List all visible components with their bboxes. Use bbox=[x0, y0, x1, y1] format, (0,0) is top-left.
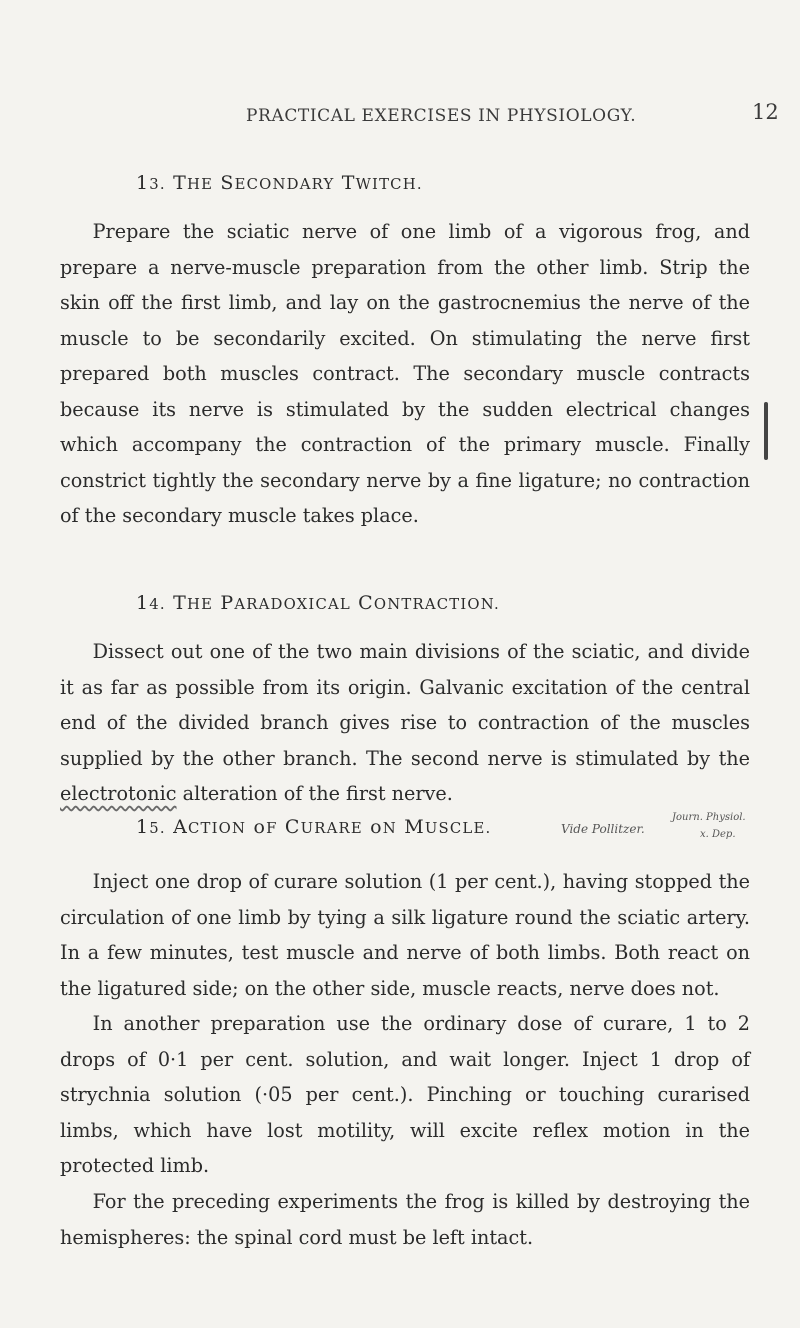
paragraph-text-after: alteration of the first nerve. bbox=[182, 782, 453, 805]
handwritten-annotation-dep: x. Dep. bbox=[700, 829, 736, 840]
paragraph-curare-2: In another preparation use the ordinary dose of curare, 1 to 2 drops of 0·1 per cent. solution, and wait longer. Inject 1 drop of strychnia solution (·05 per cent.). Pinching or touching curarised limbs, which have lost motility, will excite reflex motion in the protected limb. bbox=[60, 1012, 750, 1177]
paragraph-curare-1: Inject one drop of curare solution (1 per cent.), having stopped the circulation of one limb by tying a silk ligature round the sciatic artery. In a few minutes, test muscle and nerve of both limbs. Both react on the ligatured side; on the other side, muscle reacts, nerve does not. bbox=[60, 870, 750, 1000]
paragraph-text-before: Dissect out one of the two main divisions of the sciatic, and divide it as far as possible from its origin. Galvanic excitation of the central end of the divided branch gives rise to contraction of the muscles supplied by the other branch. The second nerve is stimulated by the bbox=[60, 640, 750, 770]
underlined-word: electrotonic bbox=[60, 782, 177, 805]
handwritten-annotation-journal: Journ. Physiol. bbox=[672, 812, 746, 823]
page-number: 12 bbox=[752, 100, 779, 124]
handwritten-annotation: Vide Pollitzer. bbox=[561, 822, 645, 836]
running-title: PRACTICAL EXERCISES IN PHYSIOLOGY. bbox=[246, 106, 637, 126]
margin-mark bbox=[764, 402, 768, 460]
section-heading-14: 14. THE PARADOXICAL CONTRACTION. bbox=[136, 592, 500, 614]
paragraph-paradoxical-contraction bbox=[60, 634, 750, 812]
section-heading-13: 13. THE SECONDARY TWITCH. bbox=[136, 172, 423, 194]
paragraph-curare-3: For the preceding experiments the frog is killed by destroying the hemispheres: the spinal cord must be left intact. bbox=[60, 1190, 750, 1249]
paragraph-secondary-twitch: Prepare the sciatic nerve of one limb of a vigorous frog, and prepare a nerve-muscle preparation from the other limb. Strip the skin off the first limb, and lay on the gastrocnemius the nerve of the muscle to be secondarily excited. On stimulating the nerve first prepared both muscles contract. The secondary muscle contracts because its nerve is stimulated by the sudden electrical changes which accompany the contraction of the primary muscle. Finally constrict tightly the secondary nerve by a fine ligature; no contraction of the secondary muscle takes place. bbox=[60, 220, 750, 527]
section-heading-15: 15. ACTION oF CURARE oN MUSCLE. bbox=[136, 816, 492, 838]
